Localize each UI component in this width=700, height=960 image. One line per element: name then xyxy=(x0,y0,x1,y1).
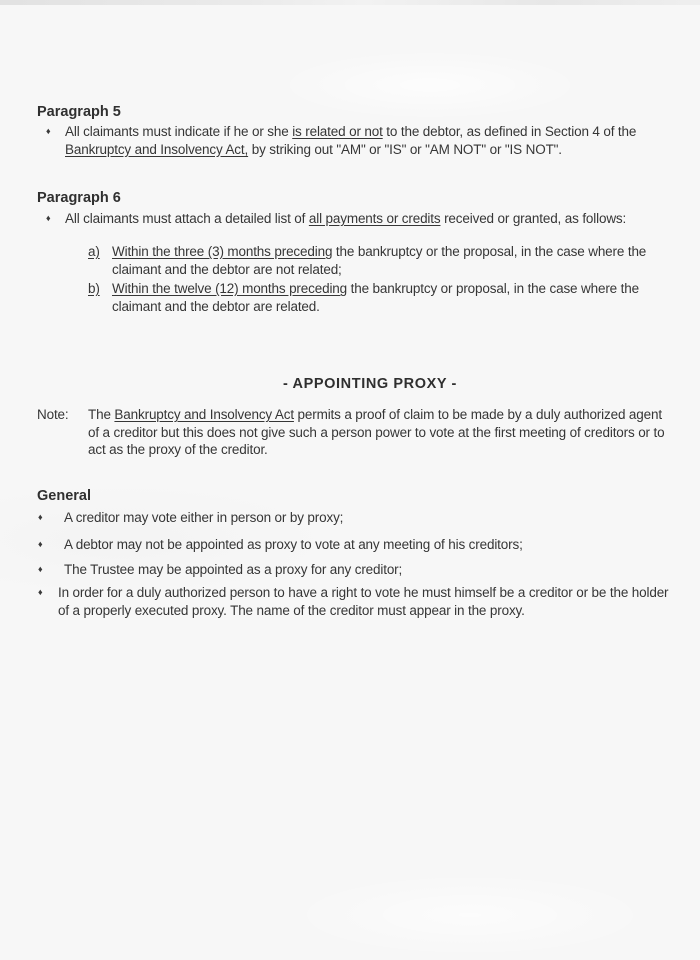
paragraph5-bullet-text xyxy=(65,123,660,158)
paragraph5-bullet-item xyxy=(46,123,662,158)
text-segment: permits a proof of claim to be made by a duly authorized agent of a creditor but this does not give such a person power to vote at the first meeting of creditors or to act as the proxy of the creditor. xyxy=(88,407,665,457)
text-segment: the bankruptcy or the proposal, in the case where the claimant and the debtor are not related; xyxy=(112,244,647,277)
appointing-proxy-heading: - APPOINTING PROXY - xyxy=(283,376,457,392)
bullet-diamond-icon: ♦ xyxy=(46,213,51,223)
text-segment: received or granted, as follows: xyxy=(440,211,627,226)
list-item-a-text xyxy=(112,243,674,278)
bullet-diamond-icon: ♦ xyxy=(38,512,43,522)
list-item-b xyxy=(88,280,678,315)
general-heading: General xyxy=(37,488,91,504)
paragraph6-heading: Paragraph 6 xyxy=(37,190,121,206)
underlined-text: is related or not xyxy=(292,124,383,139)
underlined-text: all payments or credits xyxy=(308,211,441,226)
general-bullet-2-text: A debtor may not be appointed as proxy to vote at any meeting of his creditors; xyxy=(64,537,523,552)
list-item-b-text xyxy=(112,280,674,315)
bullet-diamond-icon: ♦ xyxy=(46,126,51,136)
underlined-text: a) xyxy=(88,244,100,259)
text-segment: All claimants must attach a detailed list of xyxy=(65,211,309,226)
general-bullet-1 xyxy=(38,509,678,527)
paragraph6-bullet-item xyxy=(46,210,694,228)
text-segment: by striking out "AM" or "IS" or "AM NOT" or "IS NOT". xyxy=(248,141,562,157)
general-bullet-1-text: A creditor may vote either in person or by proxy; xyxy=(64,510,344,525)
underlined-text: Within the twelve (12) months preceding xyxy=(112,281,348,296)
text-segment: All claimants must indicate if he or she xyxy=(65,124,293,139)
paragraph5-heading: Paragraph 5 xyxy=(37,104,121,120)
list-item-a-label xyxy=(88,243,112,261)
bullet-diamond-icon: ♦ xyxy=(38,564,43,574)
scan-artifact-top xyxy=(0,0,700,5)
underlined-text: Within the three (3) months preceding xyxy=(112,244,333,259)
bullet-diamond-icon: ♦ xyxy=(38,587,43,597)
list-item-a xyxy=(88,243,678,278)
underlined-text: Bankruptcy and Insolvency Act, xyxy=(65,141,249,157)
text-segment: The xyxy=(88,407,115,422)
general-bullet-2 xyxy=(38,536,678,554)
note-label: Note: xyxy=(37,407,69,422)
text-segment: to the debtor, as defined in Section 4 of the xyxy=(382,124,637,139)
general-bullet-4 xyxy=(38,584,674,619)
underlined-text: b) xyxy=(88,281,100,296)
general-bullet-3-text: The Trustee may be appointed as a proxy for any creditor; xyxy=(64,562,403,577)
underlined-text: Bankruptcy and Insolvency Act xyxy=(114,407,294,422)
general-bullet-4-text: In order for a duly authorized person to have a right to vote he must himself be a creditor or be the holder of a properly executed proxy. The name of the creditor must appear in the proxy. xyxy=(58,585,669,618)
list-item-b-label xyxy=(88,280,112,298)
bullet-diamond-icon: ♦ xyxy=(38,539,43,549)
paragraph6-bullet-text xyxy=(65,210,694,228)
general-bullet-3 xyxy=(38,561,678,579)
note-block xyxy=(37,406,677,459)
note-text xyxy=(88,406,674,459)
text-segment: the bankruptcy or proposal, in the case where the claimant and the debtor are related. xyxy=(112,281,639,314)
